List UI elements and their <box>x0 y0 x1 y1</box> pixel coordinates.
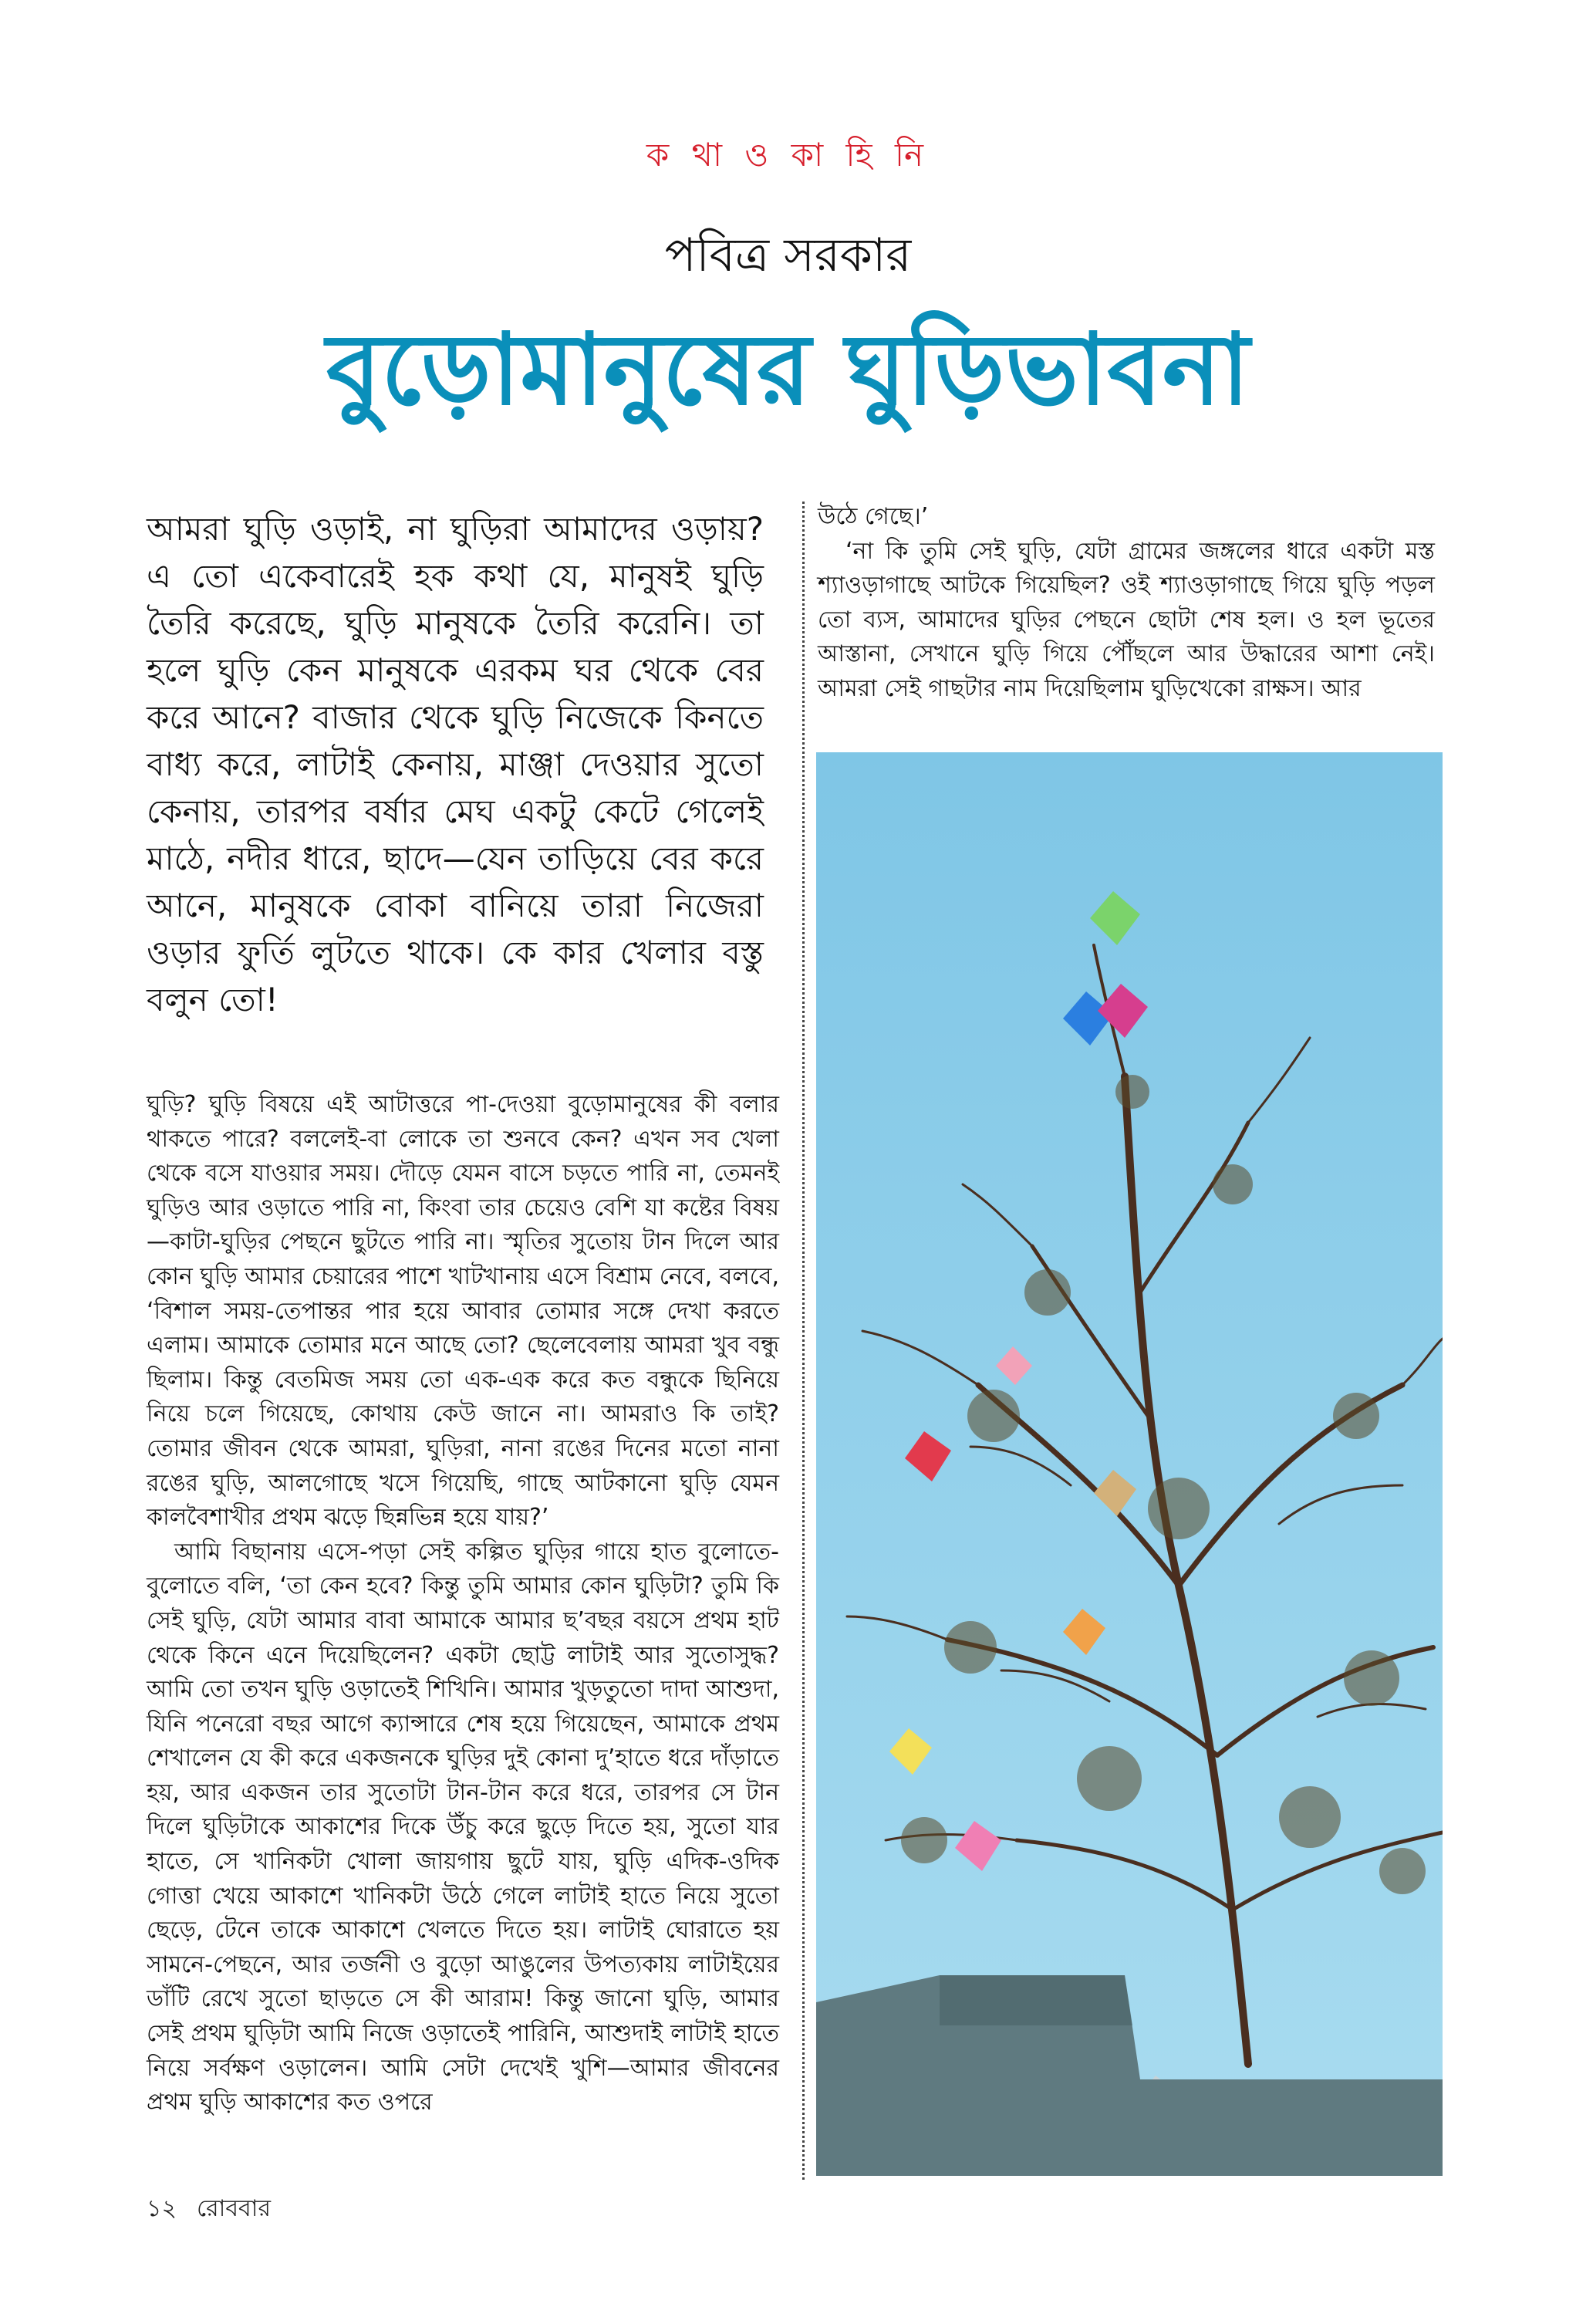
author-name: পবিত্র সরকার <box>664 228 912 282</box>
magazine-name: রোববার <box>196 2195 271 2222</box>
body-column-right <box>818 500 1435 707</box>
body-paragraph: আমি বিছানায় এসে-পড়া সেই কল্পিত ঘুড়ির গায়ে হাত বুলোতে-বুলোতে বলি, ‘তা কেন হবে? কিন্তু তুমি আমার কোন ঘুড়িটা? তুমি কি সেই ঘুড়ি, যেটা আমার বাবা আমাকে আমার ছ’বছর বয়সে প্রথম হাট থেকে কিনে এনে দিয়েছিলেন? একটা ছোট্ট লাটাই আর সুতোসুদ্ধ? আমি তো তখন ঘুড়ি ওড়াতেই শিখিনি। আমার খুড়তুতো দাদা আশুদা, যিনি পনেরো বছর আগে ক্যান্সারে শেষ হয়ে গিয়েছেন, আমাকে প্রথম শেখালেন যে কী করে একজনকে ঘুড়ির দুই কোনা দু’হাতে ধরে দাঁড়াতে হয়, আর একজন তার সুতোটা টান-টান করে ধরে, তারপর সে টান দিলে ঘুড়িটাকে আকাশের দিকে উঁচু করে ছুড়ে দিতে হয়, সুতো যার হাতে, সে খানিকটা খোলা জায়গায় ছুটে যায়, ঘুড়ি এদিক-ওদিক গোত্তা খেয়ে আকাশে খানিকটা উঠে গেলে লাটাই হাতে নিয়ে সুতো ছেড়ে, টেনে তাকে আকাশে খেলতে দিতে হয়। লাটাই ঘোরাতে হয় সামনে-পেছনে, আর তর্জনী ও বুড়ো আঙুলের উপত্যকায় লাটাইয়ের ডাঁটি রেখে সুতো ছাড়তে সে কী আরাম! কিন্তু জানো ঘুড়ি, আমার সেই প্রথম ঘুড়িটা আমি নিজে ওড়াতেই পারিনি, আশুদাই লাটাই হাতে নিয়ে সর্বক্ষণ ওড়ালেন। আমি সেটা দেখেই খুশি—আমার জীবনের প্রথম ঘুড়ি আকাশের কত ওপরে <box>147 1538 779 2116</box>
body-paragraph: ‘না কি তুমি সেই ঘুড়ি, যেটা গ্রামের জঙ্গলের ধারে একটা মস্ত শ্যাওড়াগাছে আটকে গিয়েছিল? ওই শ্যাওড়াগাছে গিয়ে ঘুড়ি পড়ল তো ব্যস, আমাদের ঘুড়ির পেছনে ছোটা শেষ হল। ও হল ভূতের আস্তানা, সেখানে ঘুড়ি গিয়ে পৌঁছলে আর উদ্ধারের আশা নেই। আমরা সেই গাছটার নাম দিয়েছিলাম ঘুড়িখেকো রাক্ষস। আর <box>818 537 1435 702</box>
body-paragraph: ঘুড়ি? ঘুড়ি বিষয়ে এই আটাত্তরে পা-দেওয়া বুড়োমানুষের কী বলার থাকতে পারে? বললেই-বা লোকে তা শুনবে কেন? এখন সব খেলা থেকে বসে যাওয়ার সময়। দৌড়ে যেমন বাসে চড়তে পারি না, তেমনই ঘুড়িও আর ওড়াতে পারি না, কিংবা তার চেয়েও বেশি যা কষ্টের বিষয়—কাটা-ঘুড়ির পেছনে ছুটতে পারি না। স্মৃতির সুতোয় টান দিলে আর কোন ঘুড়ি আমার চেয়ারের পাশে খাটখানায় এসে বিশ্রাম নেবে, বলবে, ‘বিশাল সময়-তেপান্তর পার হয়ে আবার তোমার সঙ্গে দেখা করতে এলাম। আমাকে তোমার মনে আছে তো? ছেলেবেলায় আমরা খুব বন্ধু ছিলাম। কিন্তু বেতমিজ সময় তো এক-এক করে কত বন্ধুকে ছিনিয়ে নিয়ে চলে গিয়েছে, কোথায় কেউ জানে না। আমরাও কি তাই? তোমার জীবন থেকে আমরা, ঘুড়িরা, নানা রঙের দিনের মতো নানা রঙের ঘুড়ি, আলগোছে খসে গিয়েছি, গাছে আটকানো ঘুড়ি যেমন কালবৈশাখীর প্রথম ঝড়ে ছিন্নভিন্ন হয়ে যায়?’ <box>147 1091 779 1532</box>
body-column-left <box>147 1088 779 2120</box>
kites-in-tree-photo <box>816 752 1443 2176</box>
page-footer <box>147 2190 291 2229</box>
section-label: ক থা ও কা হি নি <box>646 136 930 174</box>
sky <box>816 752 1443 2176</box>
article-title: বুড়োমানুষের ঘুড়িভাবনা <box>326 312 1250 427</box>
intro-paragraph: আমরা ঘুড়ি ওড়াই, না ঘুড়িরা আমাদের ওড়ায়? এ তো একেবারেই হক কথা যে, মানুষই ঘুড়ি তৈরি করেছে, ঘুড়ি মানুষকে তৈরি করেনি। তা হলে ঘুড়ি কেন মানুষকে এরকম ঘর থেকে বের করে আনে? বাজার থেকে ঘুড়ি নিজেকে কিনতে বাধ্য করে, লাটাই কেনায়, মাঞ্জা দেওয়ার সুতো কেনায়, তারপর বর্ষার মেঘ একটু কেটে গেলেই মাঠে, নদীর ধারে, ছাদে—যেন তাড়িয়ে বের করে আনে, মানুষকে বোকা বানিয়ে তারা নিজেরা ওড়ার ফুর্তি লুটতে থাকে। কে কার খেলার বস্তু বলুন তো! <box>147 510 764 1018</box>
body-paragraph: উঠে গেছে।’ <box>818 503 929 530</box>
page-number: ১২ <box>147 2195 177 2222</box>
rooftop-shadow <box>940 1975 1132 2025</box>
column-divider <box>802 502 805 2180</box>
